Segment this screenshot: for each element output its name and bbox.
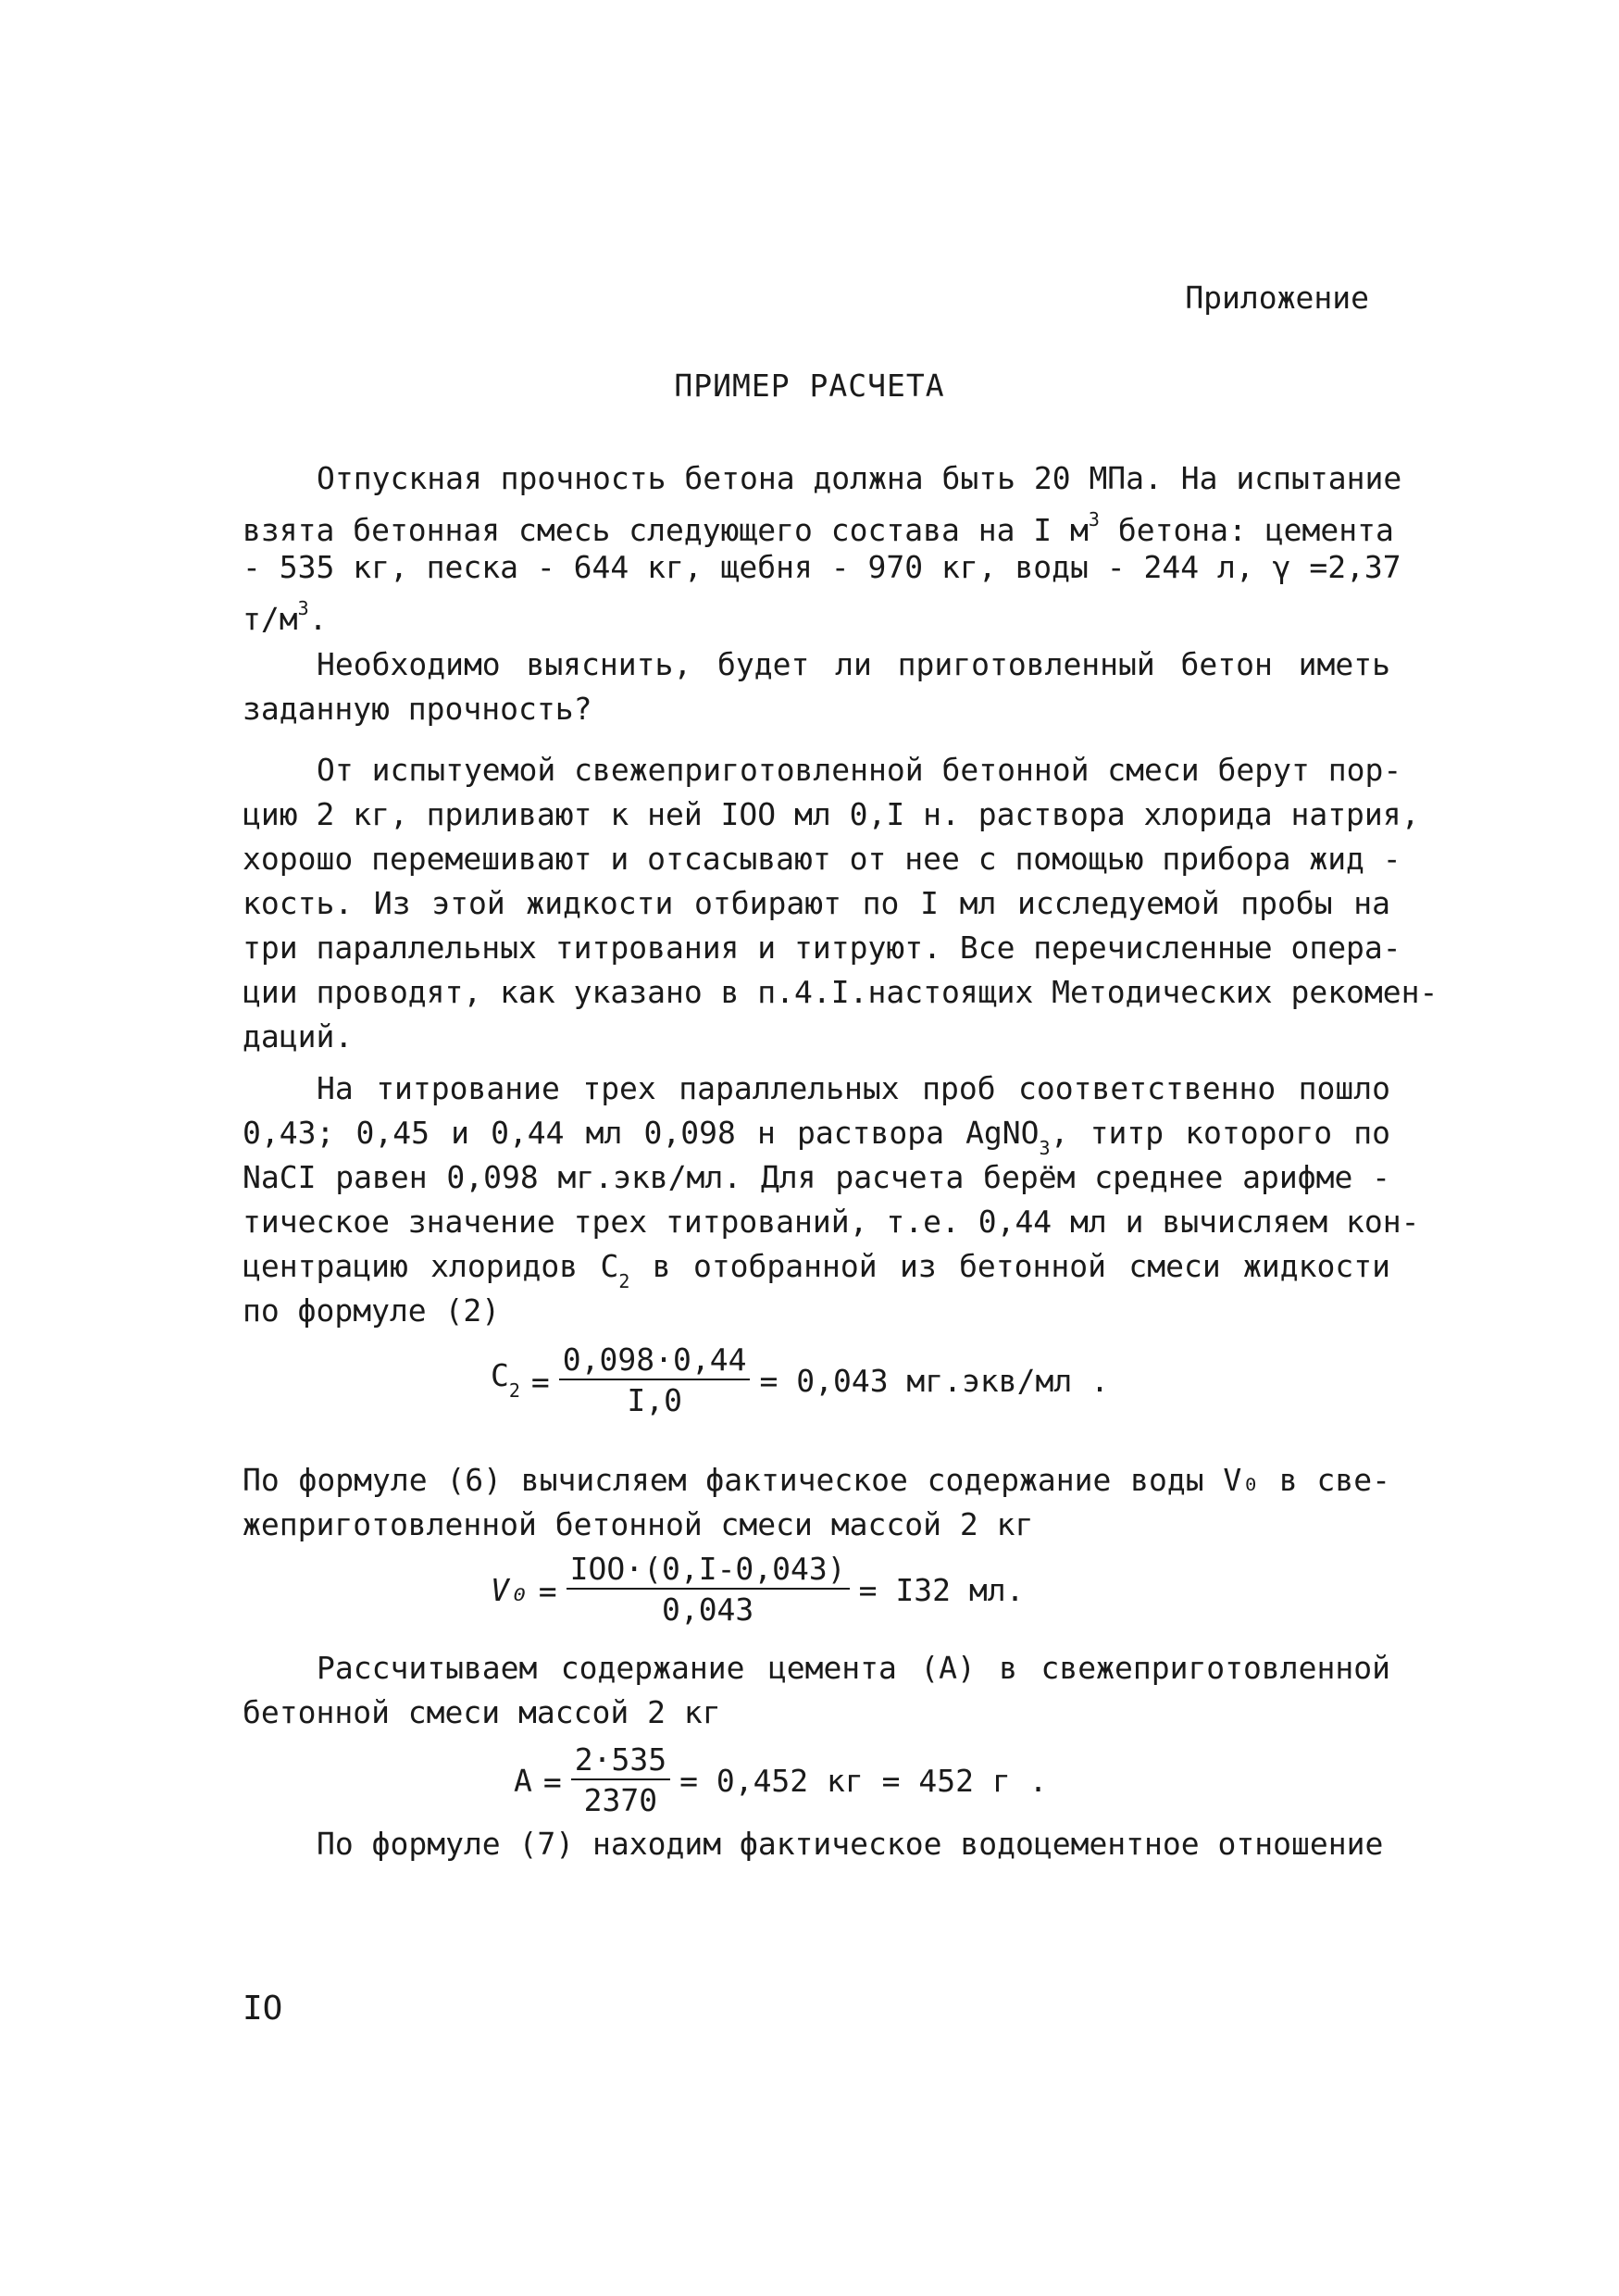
text-line: NaCI равен 0,098 мг.экв/мл. Для расчета берём среднее арифме - bbox=[243, 1159, 1390, 1195]
text-line: - 535 кг, песка - 644 кг, щебня - 970 кг, воды - 244 л, γ =2,37 bbox=[243, 549, 1401, 585]
formula-c2: $С_2$ = $\frac{0,098\cdot 0,44}{I,0}$ = 0,043 мг.экв/мл . bbox=[491, 1341, 1109, 1418]
appendix-label: Приложение bbox=[1185, 280, 1369, 316]
text-line: жеприготовленной бетонной смеси массой 2 кг bbox=[243, 1506, 1034, 1542]
formula-a: А = $\frac{2\cdot 535}{2370}$ = 0,452 кг = 452 г . bbox=[514, 1741, 1048, 1818]
page-number: IO bbox=[243, 1990, 283, 2028]
text-line: Необходимо выяснить, будет ли приготовленный бетон иметь bbox=[317, 646, 1390, 682]
text-line: Рассчитываем содержание цемента (А) в свежеприготовленной bbox=[317, 1650, 1390, 1686]
paragraph-water-content bbox=[243, 1458, 1390, 1547]
text-line: бетонной смеси массой 2 кг bbox=[243, 1694, 721, 1730]
text-line: тическое значение трех титрований, т.е. 0,44 мл и вычисляем кон- bbox=[243, 1204, 1420, 1240]
text-line: По формуле (6) вычисляем фактическое содержание воды V₀ в све- bbox=[243, 1462, 1390, 1498]
paragraph-titration bbox=[243, 1067, 1420, 1333]
text-line: по формуле (2) bbox=[243, 1292, 501, 1329]
fraction: $\frac{\text{IOO·(0,I-0,043)}}{0,043}$ bbox=[567, 1553, 850, 1628]
text-line: кость. Из этой жидкости отбирают по I мл исследуемой пробы на bbox=[243, 885, 1390, 921]
text-line: $т/м^3$. bbox=[243, 597, 328, 637]
text-line: 0,43; 0,45 и 0,44 мл 0,098 н раствора AgNO$_3$, титр которого по bbox=[243, 1115, 1390, 1159]
text-line: взята бетонная смесь следующего состава на I $м^3$ бетона: цемента bbox=[243, 508, 1394, 548]
paragraph-wc-ratio bbox=[243, 1822, 1390, 1866]
text-line: На титрование трех параллельных проб соответственно пошло bbox=[317, 1070, 1390, 1106]
text-line: цию 2 кг, приливают к ней IOO мл 0,I н. раствора хлорида натрия, bbox=[243, 796, 1420, 832]
fraction: $\frac{0,098\cdot 0,44}{I,0}$ bbox=[559, 1343, 751, 1419]
text-line: хорошо перемешивают и отсасывают от нее с помощью прибора жид - bbox=[243, 841, 1401, 877]
text-line: ции проводят, как указано в п.4.I.настоящих Методических рекомен- bbox=[243, 974, 1438, 1010]
paragraph-cement-content bbox=[243, 1646, 1390, 1735]
fraction: $\frac{2\cdot 535}{2370}$ bbox=[571, 1743, 670, 1819]
paragraph-sampling bbox=[243, 748, 1438, 1059]
text-line: центрацию хлоридов $С_2$ в отобранной из бетонной смеси жидкости bbox=[243, 1248, 1390, 1292]
text-line: От испытуемой свежеприготовленной бетонной смеси берут пор- bbox=[317, 752, 1402, 788]
text-line: три параллельных титрования и титруют. Все перечисленные опера- bbox=[243, 930, 1401, 966]
paragraph-conditions bbox=[243, 456, 1402, 637]
paragraph-question bbox=[243, 643, 1390, 731]
page-title: ПРИМЕР РАСЧЕТА bbox=[674, 368, 945, 404]
text-line: Отпускная прочность бетона должна быть 20 МПа. На испытание bbox=[317, 460, 1402, 496]
text-line: заданную прочность? bbox=[243, 691, 592, 727]
text-line: По формуле (7) находим фактическое водоцементное отношение bbox=[317, 1826, 1384, 1862]
formula-v0: V₀ = $\frac{\text{IOO·(0,I-0,043)}}{0,043}$ = I32 мл. bbox=[491, 1551, 1025, 1628]
text-line: даций. bbox=[243, 1018, 354, 1054]
